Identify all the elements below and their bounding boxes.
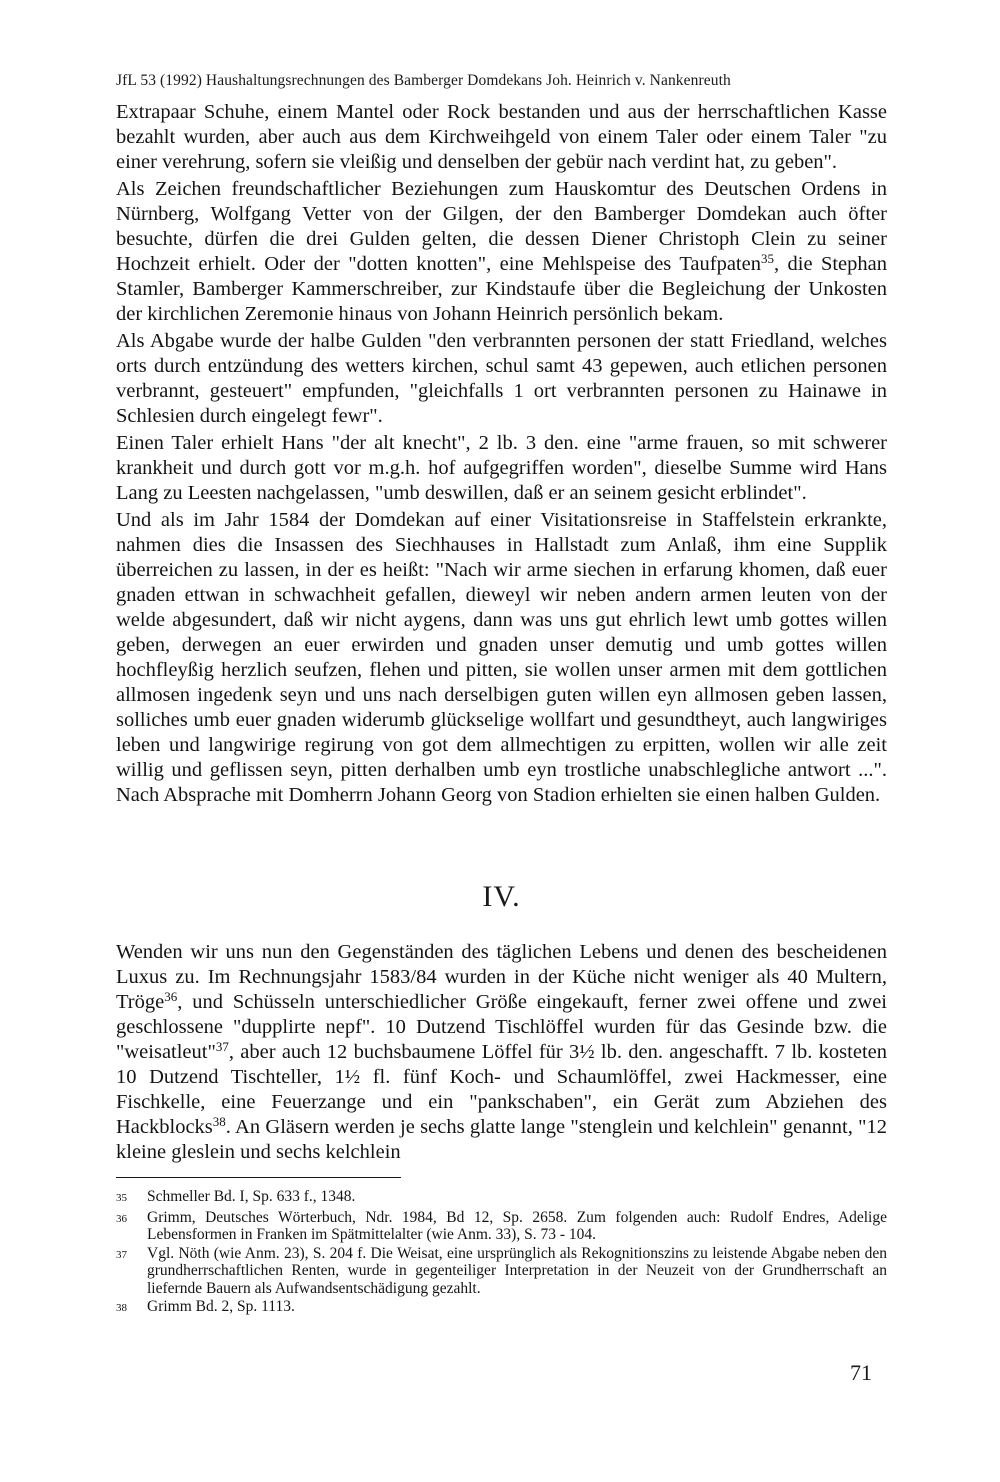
- paragraph: Einen Taler erhielt Hans "der alt knecht", 2 lb. 3 den. eine "arme frauen, so mit schwerer krankheit und durch gott vor m.g.h. hof aufgegriffen worden", dieselbe Summe wird Hans Lang zu Leesten nachgelassen, "umb deswillen, daß er an seinem gesicht erblindet".: [116, 432, 887, 504]
- paragraph: [116, 177, 887, 327]
- paragraph-text: Wenden wir uns nun den Gegenständen des täglichen Lebens und denen des bescheidenen Luxus zu. Im Rechnungsjahr 1583/84 wurden in der Küche nicht weniger als 40 Multern, Tröge: [116, 941, 887, 1013]
- footnote-number: 38: [116, 1302, 127, 1314]
- footnote-text: Grimm, Deutsches Wörterbuch, Ndr. 1984, Bd 12, Sp. 2658. Zum folgenden auch: Rudolf Endres, Adelige Lebensformen in Franken im Spätmittelalter (wie Anm. 33), S. 73 - 104.: [147, 1208, 887, 1243]
- paragraph: Als Abgabe wurde der halbe Gulden "den verbrannten personen der statt Friedland, welches orts durch entzündung des wetters kirchen, schul samt 43 gepewen, auch etlichen personen verbrannt, gesteuert" empfunden, "gleichfalls 1 ort verbrannten personen zu Hainawe in Schlesien durch eingelegt fewr".: [116, 330, 887, 427]
- footnote-text: Schmeller Bd. I, Sp. 633 f., 1348.: [147, 1188, 356, 1205]
- paragraph: [116, 940, 887, 1165]
- paragraph: Und als im Jahr 1584 der Domdekan auf einer Visitationsreise in Staffelstein erkrankte, nahmen dies die Insassen des Siechhauses in Hallstadt zum Anlaß, ihm eine Supplik überreichen zu lassen, in der es heißt: "Nach wir arme siechen in erfarung khomen, daß euer gnaden ettwan in schwachheit gefallen, dieweyl wir neben andern armen leuten von der welde abgesundert, daß wir nicht aygens, dann was uns gut ehrlich lewt umb gottes willen geben, derwegen an euer erwirden und gnaden unser demutig und umb gottes willen hochfleyßig herzlich seufzen, flehen und pitten, sie wollen unser armen mit dem gottlichen allmosen ingedenk seyn und uns nach derselbigen guten willen eyn allmosen geben lassen, solliches umb euer gnaden widerumb glückselige wollfart und gesundtheyt, auch langwiriges leben und langwirige regirung von got dem allmechtigen zu erpitten, wollen wir alle zeit willig und geflissen seyn, pitten derhalben umb eyn trostliche unabschlegliche antwort ...". Nach Absprache mit Domherrn Johann Georg von Stadion erhielten sie einen halben Gulden.: [116, 509, 887, 806]
- running-header: JfL 53 (1992) Haushaltungsrechnungen des Bamberger Domdekans Joh. Heinrich v. Nankenreuth: [116, 72, 731, 89]
- footnote: [116, 1209, 887, 1244]
- paragraph: Extrapaar Schuhe, einem Mantel oder Rock bestanden und aus der herrschaftlichen Kasse bezahlt wurden, aber auch aus dem Kirchweihgeld von einem Taler oder einem Taler "zu einer verehrung, sofern sie vleißig und denselben der gebür nach verdint hat, zu geben".: [116, 101, 887, 173]
- paragraph-text: Als Zeichen freundschaftlicher Beziehungen zum Hauskomtur des Deutschen Ordens in Nürnberg, Wolfgang Vetter von der Gilgen, der den Bamberger Domdekan auch öfter besuchte, dürfen die drei Gulden gelten, die dessen Diener Christoph Clein zu seiner Hochzeit erhielt. Oder der "dotten knotten", eine Mehlspeise des Taufpaten: [116, 178, 887, 275]
- paragraph-text: , und Schüsseln unterschiedlicher Größe eingekauft, ferner zwei offene und zwei geschlossene "dupplirte nepf". 10 Dutzend Tischlöffel wurden für das Gesinde bzw. die "weisatleut": [116, 991, 887, 1063]
- footnote-text: Vgl. Nöth (wie Anm. 23), S. 204 f. Die Weisat, eine ursprünglich als Rekognitionszins zu leistende Abgabe neben den grundherrschaftlichen Renten, wurde in gegenteiliger Interpretation in der Neuzeit von der Grundherrschaft an liefernde Bauern als Aufwandsentschädigung gezahlt.: [147, 1244, 887, 1297]
- footnote: [116, 1245, 887, 1298]
- section-body-text: [116, 940, 887, 1165]
- footnote-text: Grimm Bd. 2, Sp. 1113.: [147, 1298, 295, 1315]
- footnote: [116, 1188, 887, 1208]
- footnote-divider: [116, 1177, 401, 1178]
- footnote-ref: 35: [760, 251, 774, 266]
- footnote-number: 36: [116, 1212, 127, 1225]
- footnote-number: 35: [116, 1192, 127, 1204]
- section-heading: IV.: [482, 880, 521, 913]
- footnote-ref: 38: [212, 1114, 226, 1129]
- paragraph-text: , die Stephan Stamler, Bamberger Kammerschreiber, zur Kindstaufe über die Begleichung der Unkosten der kirchlichen Zeremonie hinaus von Johann Heinrich persönlich bekam.: [116, 253, 888, 325]
- footnotes: [116, 1188, 887, 1319]
- paragraph-text: . An Gläsern werden je sechs glatte lange "stenglein und kelchlein" genannt, "12 kleine gleslein und sechs kelchlein: [116, 1116, 887, 1163]
- footnote-number: 37: [116, 1248, 127, 1261]
- footnote-ref: 36: [164, 989, 178, 1004]
- body-text: [116, 100, 887, 808]
- paragraph-text: , aber auch 12 buchsbaumene Löffel für 3½ lb. den. angeschafft. 7 lb. kosteten 10 Dutzend Tischteller, 1½ fl. fünf Koch- und Schaumlöffel, zwei Hackmesser, eine Fischkelle, eine Feuerzange und ein "pankschaben", ein Gerät zum Abziehen des Hackblocks: [116, 1041, 887, 1138]
- footnote: [116, 1298, 887, 1318]
- footnote-ref: 37: [215, 1039, 229, 1054]
- page-number: 71: [850, 1360, 872, 1385]
